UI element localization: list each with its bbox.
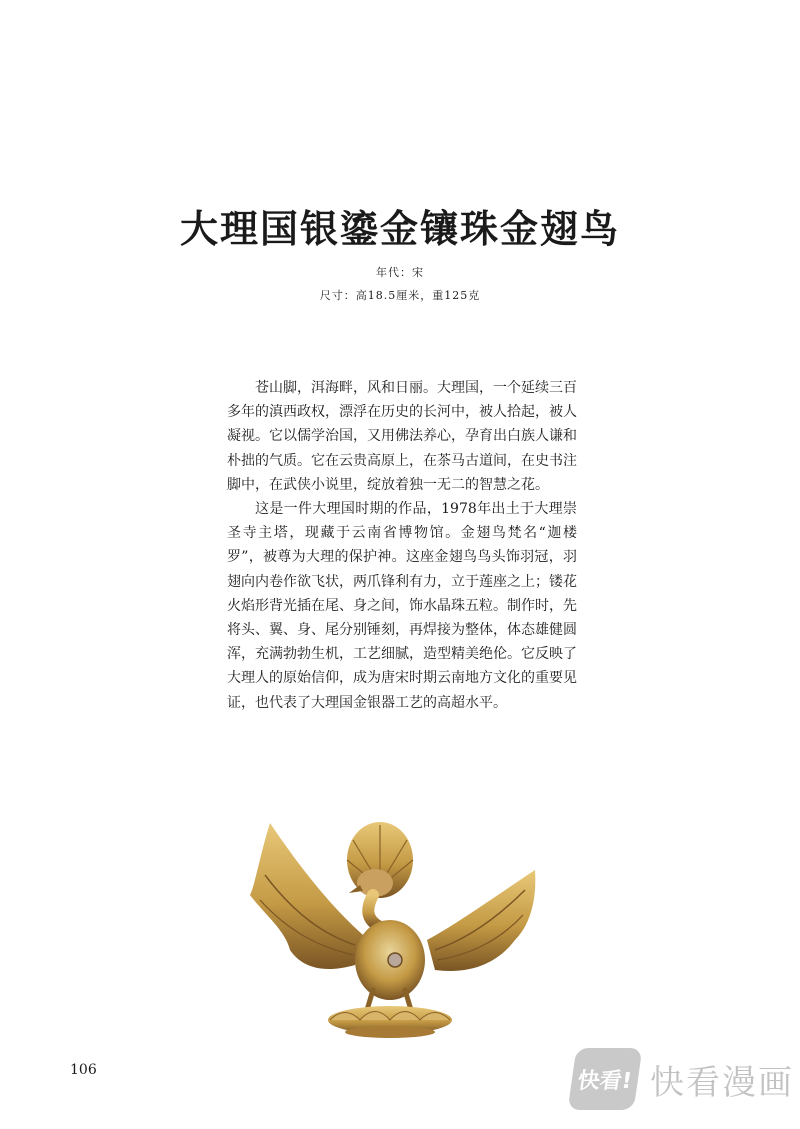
crystal-bead (388, 953, 402, 967)
page-number: 106 (70, 1062, 97, 1078)
era-caption: 年代：宋 (376, 266, 424, 279)
right-wing (427, 870, 535, 971)
paragraph: 苍山脚，洱海畔，风和日丽。大理国，一个延续三百多年的滇西政权，漂浮在历史的长河中，被人拾起，被人凝视。它以儒学治国，又用佛法养心，孕育出白族人谦和朴拙的气质。它在云贵高原上，在茶马古道间，在史书注脚中，在武侠小说里，绽放着独一无二的智慧之花。 (227, 380, 577, 493)
watermark-logo: 快看! (568, 1048, 643, 1110)
page-title: 大理国银鎏金镶珠金翅鸟 (179, 206, 620, 251)
size-caption: 尺寸：高18.5厘米，重125克 (319, 289, 481, 302)
paragraph: 这是一件大理国时期的作品，1978年出土于大理崇圣寺主塔，现藏于云南省博物馆。金翅鸟梵名“迦楼罗”，被尊为大理的保护神。这座金翅鸟鸟头饰羽冠，羽翅向内卷作欲飞状，两爪锋利有力，立于莲座之上；镂花火焰形背光插在尾、身之间，饰水晶珠五粒。制作时，先将头、翼、身、尾分别锤刻，再焊接为整体，体态雄健圆浑，充满勃勃生机，工艺细腻，造型精美绝伦。它反映了大理人的原始信仰，成为唐宋时期云南地方文化的重要见证，也代表了大理国金银器工艺的高超水平。 (227, 501, 577, 711)
watermark (572, 1047, 794, 1111)
golden-garuda-figure (245, 815, 545, 1040)
watermark-text: 快看漫画 (650, 1062, 794, 1103)
body-text (227, 376, 577, 715)
left-wing (250, 823, 363, 969)
